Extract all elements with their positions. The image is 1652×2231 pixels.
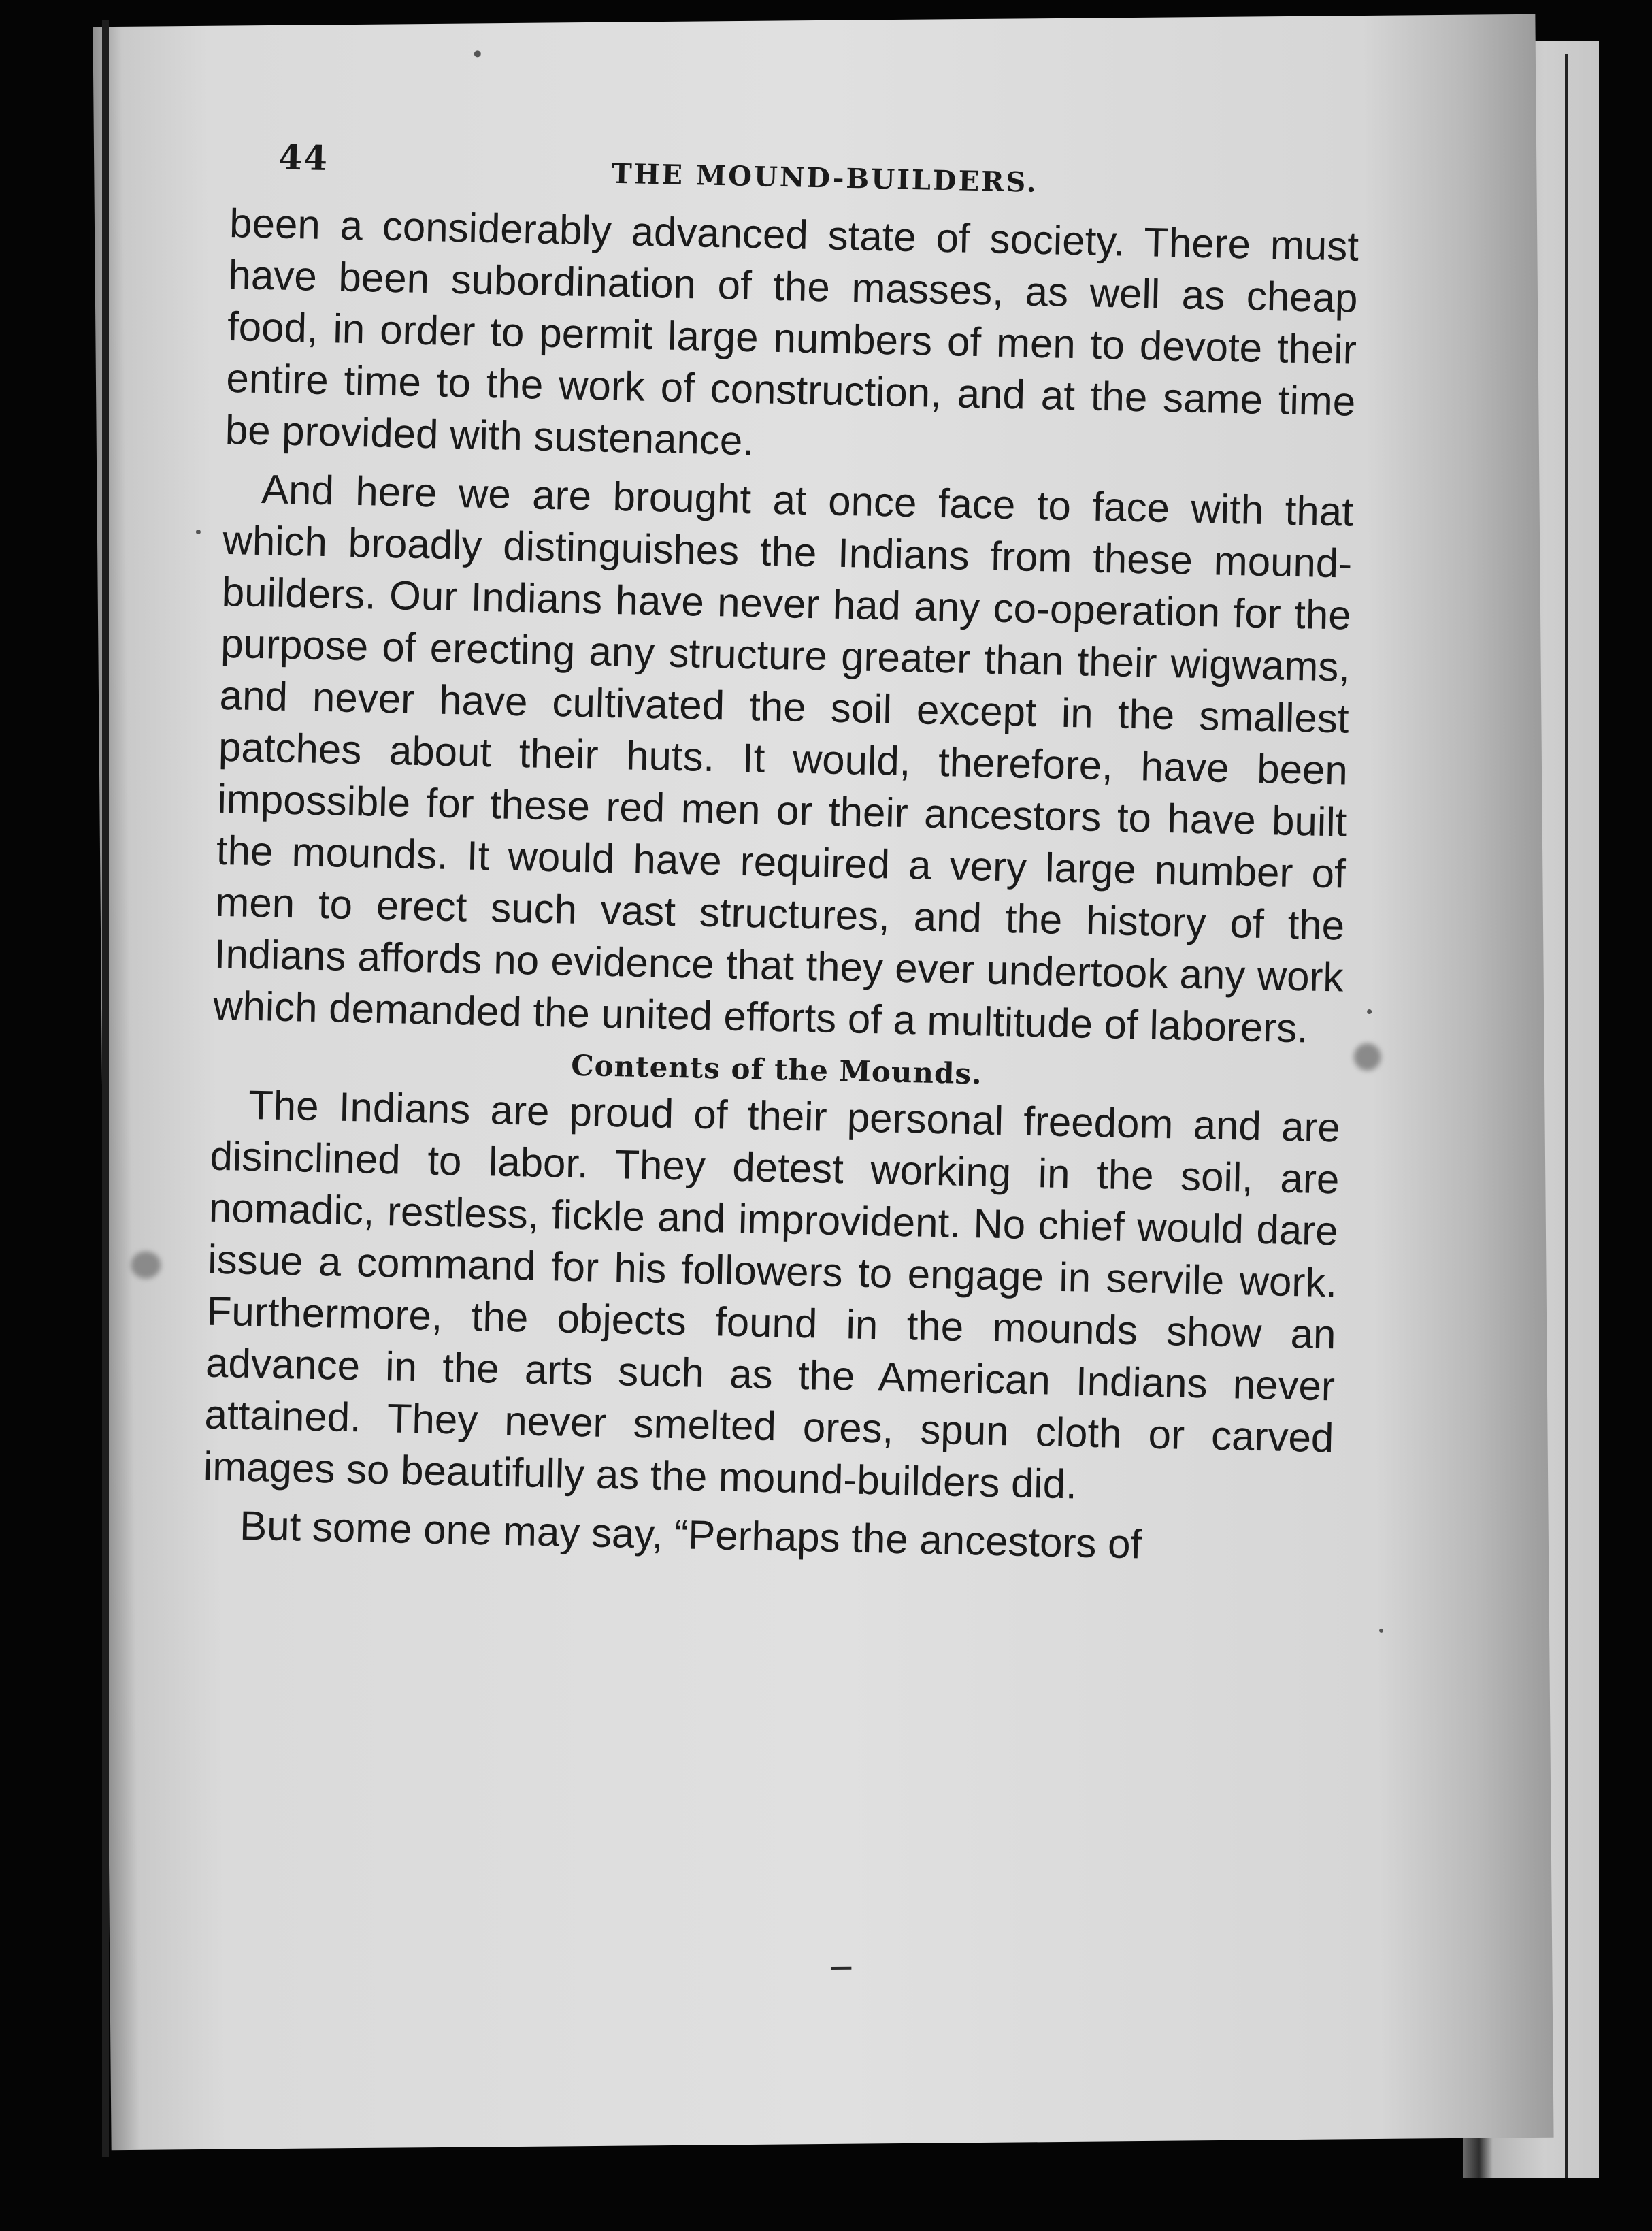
paragraph: been a considerably advanced state of society. There must have been subordination of the masses, as well as cheap food, in order to permit large numbers of men to devote their entire time to the work of construction, and at the same time be provided with sustenance. [225,199,1359,464]
page-left-edge [102,20,109,2157]
page-stain [1354,1043,1381,1071]
section-body-text [201,1079,1340,1575]
paragraph: And here we are brought at once face to face with that which broadly distinguishes the Indians from these mound-builders. Our Indians have never had any co-operation for the purpose of erecting any structure greater than their wigwams, and never have cultivated the soil except in the smallest patches about their huts. It would, therefore, have been impossible for these red men or their ancestors to have built the mounds. It would have required a very large number of men to erect such vast structures, and the history of the Indians affords no evidence that they ever undertook any work which demanded the united efforts of a multitude of laborers. [212,466,1354,1052]
body-text [212,197,1359,1055]
page-speck [474,50,481,57]
page-speck [196,530,201,534]
gutter-fold-line [1565,54,1568,2178]
page-speck [1379,1629,1383,1633]
page-content [201,136,1360,1581]
page-speck [1367,1009,1372,1014]
page-number: 44 [278,137,329,178]
paragraph: The Indians are proud of their personal freedom and are disinclined to labor. They detest working in the soil, are nomadic, restless, fickle and improvident. No chief would dare issue a command for his followers to engage in servile work. Furthermore, the objects found in the mounds show an advance in the arts such as the American Indians never attained. They never smelted ores, spun cloth or carved images so beautifully as the mound-builders did. [203,1081,1341,1508]
running-title: THE MOUND-BUILDERS. [611,157,1039,199]
page-mark [831,1967,851,1970]
page-stain [131,1252,161,1279]
section-heading: Contents of the Mounds. [570,1048,983,1091]
paragraph: But some one may say, “Perhaps the ancestors of [239,1502,1142,1567]
